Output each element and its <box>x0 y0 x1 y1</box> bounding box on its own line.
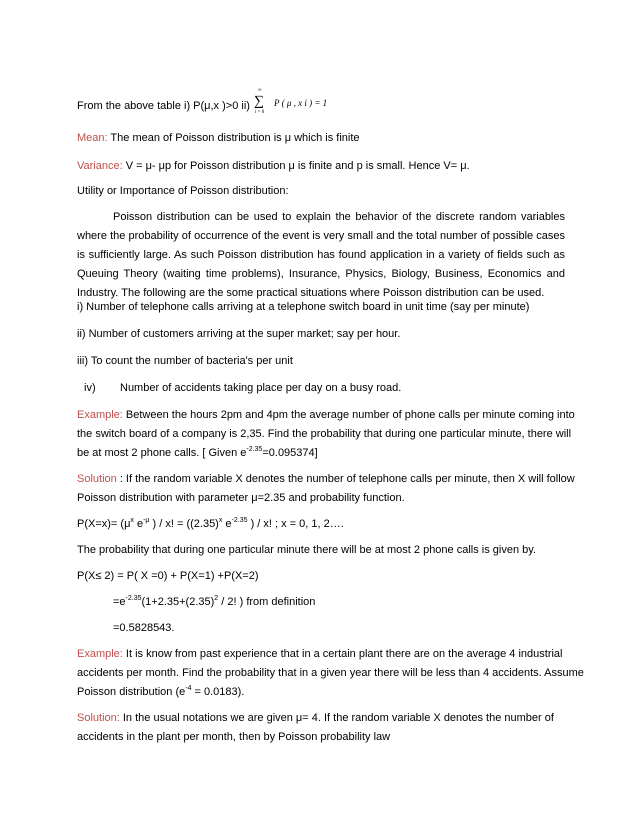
solution2-line1 <box>77 709 565 728</box>
pmf-sup-2: -μ <box>143 517 150 524</box>
pmf-line <box>77 515 565 534</box>
variance-text: V = μ- μp for Poisson distribution μ is finite and p is small. Hence V= μ. <box>122 160 470 172</box>
sigma-symbol: ∑ <box>254 94 264 109</box>
mean-label: Mean: <box>77 132 108 144</box>
solution1-line2: Poisson distribution with parameter μ=2.35 and probability function. <box>77 492 405 504</box>
pmf-part-e: ) / x! ; x = 0, 1, 2…. <box>247 518 344 530</box>
example1-line2: the switch board of a company is 2,35. Find the probability that during one particular minute, there will <box>77 428 572 440</box>
example1-label: Example: <box>77 409 123 421</box>
solution1-line1 <box>77 470 575 489</box>
calc-part-a: =e <box>113 596 126 608</box>
list-item-1: i) Number of telephone calls arriving at a telephone switch board in unit time (say per minute) <box>77 301 530 313</box>
example1-text3-end: =0.095374] <box>262 447 318 459</box>
pmf-sup-3: x <box>218 517 223 524</box>
result-line: =0.5828543. <box>113 622 175 634</box>
example2-text1: It is know from past experience that in a certain plant there are on the average 4 industrial <box>122 648 563 660</box>
utility-heading: Utility or Importance of Poisson distribution: <box>77 185 289 197</box>
pmf-sup-4: -2.35 <box>231 517 248 524</box>
example2-exponent: -4 <box>185 685 192 692</box>
table-conditions-text: From the above table i) P(μ,x )>0 ii) <box>77 100 250 112</box>
mean-line <box>77 129 565 148</box>
list-item-4 <box>77 379 565 398</box>
sum-formula <box>252 88 372 118</box>
example2-line2: accidents per month. Find the probability that in a given year there will be less than 4 accidents. Assume <box>77 667 584 679</box>
example2-line1 <box>77 645 565 664</box>
calc-sup-1: -2.35 <box>125 595 142 602</box>
probability-statement: The probability that during one particular minute there will be at most 2 phone calls is given by. <box>77 544 536 556</box>
calc-part-c: / 2! ) from definition <box>218 596 316 608</box>
pmf-part-d: e <box>222 518 232 530</box>
list-item-2: ii) Number of customers arriving at the super market; say per hour. <box>77 328 401 340</box>
sum-line: P(X≤ 2) = P( X =0) + P(X=1) +P(X=2) <box>77 570 259 582</box>
utility-paragraph: Poisson distribution can be used to explain the behavior of the discrete random variables where the probability of occurrence of the event is very small and the total number of possible cases is sufficiently large. As such Poisson distribution has found application in a variety of fields such as Queuing Theory (waiting time problems), Insurance, Physics, Biology, Business, Economics and Industry. The following are the some practical situations where Poisson distribution can be used. <box>77 211 565 299</box>
example1-line3 <box>77 444 565 463</box>
pmf-part-c: ) / x! = ((2.35) <box>149 518 219 530</box>
solution2-label: Solution: <box>77 712 120 724</box>
example1-text1: Between the hours 2pm and 4pm the average number of phone calls per minute coming into <box>122 409 575 421</box>
list-item-4-text: Number of accidents taking place per day on a busy road. <box>120 382 402 394</box>
calc-sup-2: 2 <box>214 595 219 602</box>
example2-text3: Poisson distribution (e <box>77 686 186 698</box>
list-item-4-number: iv) <box>84 382 96 394</box>
example2-text3-end: = 0.0183). <box>191 686 245 698</box>
variance-line <box>77 157 565 176</box>
solution2-line2: accidents in the plant per month, then by Poisson probability law <box>77 731 391 743</box>
solution1-label: Solution <box>77 473 117 485</box>
list-item-3: iii) To count the number of bacteria's per unit <box>77 355 293 367</box>
example1-exponent: -2.35 <box>246 446 263 453</box>
solution2-text1: In the usual notations we are given μ= 4. If the random variable X denotes the number of <box>119 712 554 724</box>
solution1-text1: : If the random variable X denotes the number of telephone calls per minute, then X will follow <box>116 473 575 485</box>
example2-line3 <box>77 683 565 702</box>
example1-line1 <box>77 406 575 425</box>
pmf-sup-1: x <box>130 517 134 524</box>
mean-text: The mean of Poisson distribution is μ which is finite <box>107 132 360 144</box>
calc-part-b: (1+2.35+(2.35) <box>141 596 215 608</box>
example1-text3: be at most 2 phone calls. [ Given e <box>77 447 247 459</box>
variance-label: Variance: <box>77 160 123 172</box>
pmf-part-b: e <box>133 518 144 530</box>
sum-upper-limit: ∞ <box>258 88 262 93</box>
sum-lower-limit: i = 0 <box>255 110 265 115</box>
pmf-part-a: P(X=x)= (μ <box>77 518 131 530</box>
calc-line <box>113 593 601 612</box>
example2-label: Example: <box>77 648 123 660</box>
sum-expression: P ( μ , x i ) = 1 <box>274 98 328 108</box>
